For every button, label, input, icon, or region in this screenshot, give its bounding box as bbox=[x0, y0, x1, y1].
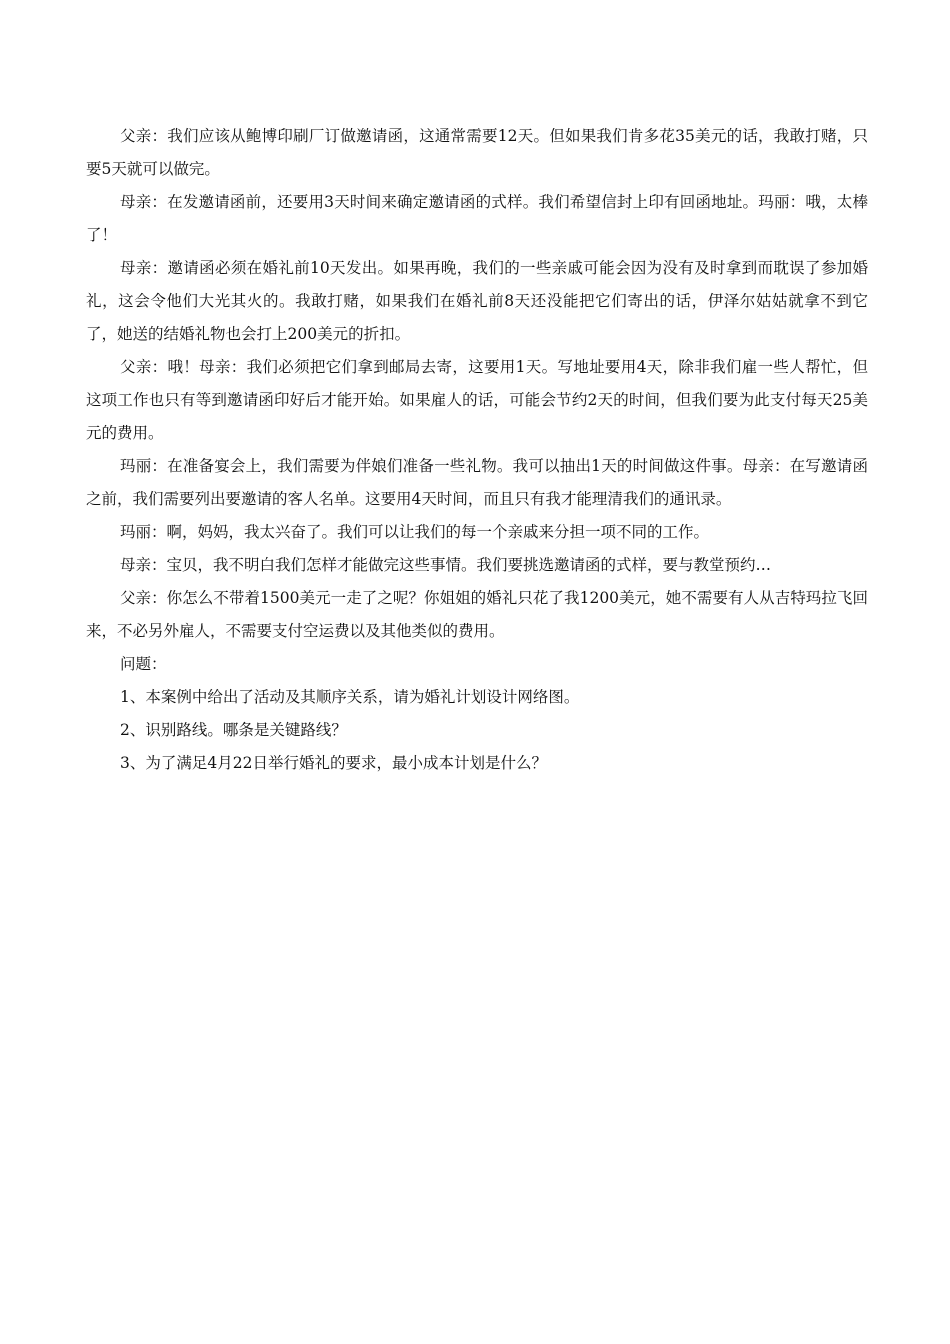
paragraph-mary-gifts: 玛丽：在准备宴会上，我们需要为伴娘们准备一些礼物。我可以抽出1天的时间做这件事。母亲：在写邀请函之前，我们需要列出要邀请的客人名单。这要用4天时间，而且只有我才能理清我们的通讯录。 bbox=[86, 457, 868, 508]
paragraph-mary-excited: 玛丽：啊，妈妈，我太兴奋了。我们可以让我们的每一个亲戚来分担一项不同的工作。 bbox=[120, 523, 710, 541]
paragraph-mother-worried: 母亲：宝贝，我不明白我们怎样才能做完这些事情。我们要挑选邀请函的式样，要与教堂预约… bbox=[120, 556, 772, 574]
question-item: 3、为了满足4月22日举行婚礼的要求，最小成本计划是什么？ bbox=[120, 754, 547, 772]
document-body bbox=[86, 120, 868, 780]
question-item: 1、本案例中给出了活动及其顺序关系，请为婚礼计划设计网络图。 bbox=[120, 688, 580, 706]
question-item: 2、识别路线。哪条是关键路线？ bbox=[120, 721, 347, 739]
paragraph-mother-style: 母亲：在发邀请函前，还要用3天时间来确定邀请函的式样。我们希望信封上印有回函地址。玛丽：哦，太棒了！ bbox=[86, 193, 868, 244]
paragraph-father-invitations: 父亲：我们应该从鲍博印刷厂订做邀请函，这通常需要12天。但如果我们肯多花35美元的话，我敢打赌，只要5天就可以做完。 bbox=[86, 127, 868, 178]
questions-heading: 问题： bbox=[120, 655, 167, 673]
paragraph-mother-deadline: 母亲：邀请函必须在婚礼前10天发出。如果再晚，我们的一些亲戚可能会因为没有及时拿到而耽误了参加婚礼，这会令他们大光其火的。我敢打赌，如果我们在婚礼前8天还没能把它们寄出的话，伊泽尔姑姑就拿不到它了，她送的结婚礼物也会打上200美元的折扣。 bbox=[86, 259, 868, 343]
paragraph-father-budget: 父亲：你怎么不带着1500美元一走了之呢？你姐姐的婚礼只花了我1200美元，她不需要有人从吉特玛拉飞回来，不必另外雇人，不需要支付空运费以及其他类似的费用。 bbox=[86, 589, 868, 640]
paragraph-father-mail: 父亲：哦！母亲：我们必须把它们拿到邮局去寄，这要用1天。写地址要用4天，除非我们雇一些人帮忙，但这项工作也只有等到邀请函印好后才能开始。如果雇人的话，可能会节约2天的时间，但我们要为此支付每天25美元的费用。 bbox=[86, 358, 868, 442]
